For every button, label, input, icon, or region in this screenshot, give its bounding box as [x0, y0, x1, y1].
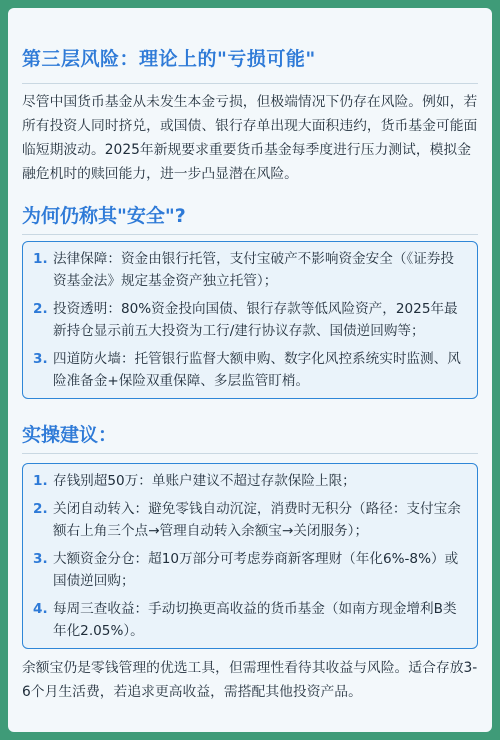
list-item-number: 1. — [33, 473, 48, 489]
list-item-number: 3. — [33, 351, 48, 367]
list-item-text: 存钱别超50万：单账户建议不超过存款保险上限； — [53, 473, 356, 489]
list-item — [33, 548, 465, 592]
list-item-text: 法律保障：资金由银行托管，支付宝破产不影响资金安全（《证券投资基金法》规定基金资产独立托管）； — [53, 251, 455, 289]
tips-list-box — [22, 463, 478, 649]
list-item-number: 3. — [33, 551, 48, 567]
list-item-number: 2. — [33, 501, 48, 517]
section-title-safety: 为何仍称其"安全"? — [22, 205, 186, 227]
safety-list-box — [22, 241, 478, 399]
list-item — [33, 298, 465, 342]
list-item — [33, 598, 465, 642]
section-title-risk: 第三层风险：理论上的"亏损可能" — [22, 48, 316, 70]
article-card — [8, 8, 492, 732]
list-item-text: 四道防火墙：托管银行监督大额申购、数字化风控系统实时监测、风险准备金+保险双重保障、多层监管盯梢。 — [53, 351, 461, 389]
list-item — [33, 248, 465, 292]
list-item — [33, 470, 465, 492]
list-item-number: 4. — [33, 601, 48, 617]
list-item-text: 关闭自动转入：避免零钱自动沉淀，消费时无积分（路径：支付宝余额右上角三个点→管理自动转入余额宝→关闭服务）； — [53, 501, 461, 539]
divider — [22, 234, 478, 235]
list-item-text: 投资透明：80%资金投向国债、银行存款等低风险资产，2025年最新持仓显示前五大投资为工行/建行协议存款、国债逆回购等； — [53, 301, 458, 339]
summary-paragraph: 余额宝仍是零钱管理的优选工具，但需理性看待其收益与风险。适合存放3-6个月生活费，若追求更高收益，需搭配其他投资产品。 — [22, 660, 478, 700]
list-item-number: 1. — [33, 251, 48, 267]
list-item-number: 2. — [33, 301, 48, 317]
list-item — [33, 498, 465, 542]
divider — [22, 83, 478, 84]
list-item-text: 大额资金分仓：超10万部分可考虑券商新客理财（年化6%-8%）或国债逆回购； — [53, 551, 459, 589]
list-item-text: 每周三查收益：手动切换更高收益的货币基金（如南方现金增利B类年化2.05%）。 — [53, 601, 457, 639]
section-title-tips: 实操建议： — [22, 424, 118, 446]
risk-paragraph: 尽管中国货币基金从未发生本金亏损，但极端情况下仍存在风险。例如，若所有投资人同时挤兑，或国债、银行存单出现大面积违约，货币基金可能面临短期波动。2025年新规要求重要货币基金每季度进行压力测试，模拟金融危机时的赎回能力，进一步凸显潜在风险。 — [22, 94, 478, 182]
divider — [22, 453, 478, 454]
list-item — [33, 348, 465, 392]
